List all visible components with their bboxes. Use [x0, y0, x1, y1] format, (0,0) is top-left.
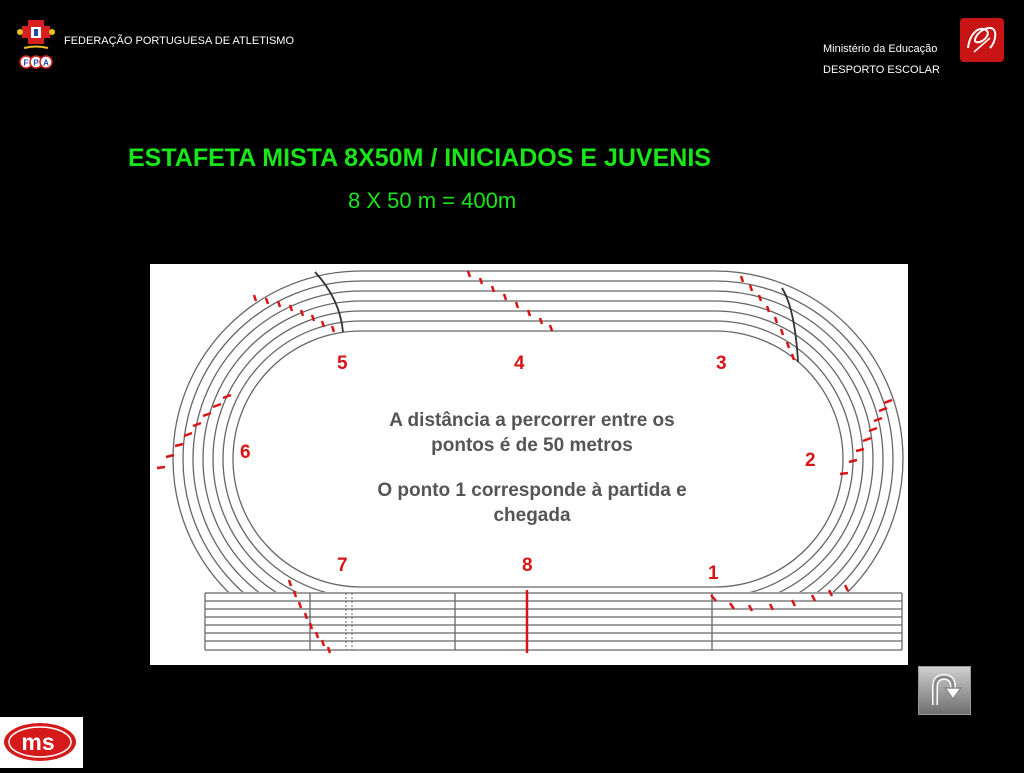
- fpa-logo: [14, 18, 58, 72]
- running-track-drawing: [150, 264, 908, 665]
- start-finish-info: O ponto 1 corresponde à partida e chegada: [377, 480, 687, 526]
- desporto-escolar-logo: [960, 18, 1004, 62]
- point-label-3: 3: [716, 353, 727, 374]
- point-label-7: 7: [337, 555, 348, 576]
- page-title: ESTAFETA MISTA 8X50M / INICIADOS E JUVENIS: [128, 144, 711, 172]
- u-turn-arrow-icon: [919, 667, 970, 714]
- ministry-name: Ministério da Educação: [823, 43, 938, 55]
- federation-title: FEDERAÇÃO PORTUGUESA DE ATLETISMO: [64, 35, 295, 47]
- point-label-5: 5: [337, 353, 348, 374]
- point-label-4: 4: [514, 353, 525, 374]
- svg-text:P: P: [33, 58, 39, 68]
- distance-info: A distância a percorrer entre os pontos é de 50 metros: [389, 410, 675, 456]
- ms-logo-text: ms: [21, 729, 55, 755]
- point-label-8: 8: [522, 555, 533, 576]
- point-label-2: 2: [805, 450, 816, 471]
- point-label-1: 1: [708, 563, 719, 584]
- svg-text:A: A: [43, 58, 49, 68]
- page-subtitle: 8 X 50 m = 400m: [348, 188, 517, 213]
- svg-text:F: F: [23, 58, 29, 68]
- back-button[interactable]: [918, 666, 971, 715]
- ms-sponsor-logo: [0, 717, 83, 768]
- ministry-department: DESPORTO ESCOLAR: [823, 64, 940, 76]
- point-label-6: 6: [240, 442, 251, 463]
- track-diagram: [150, 264, 908, 665]
